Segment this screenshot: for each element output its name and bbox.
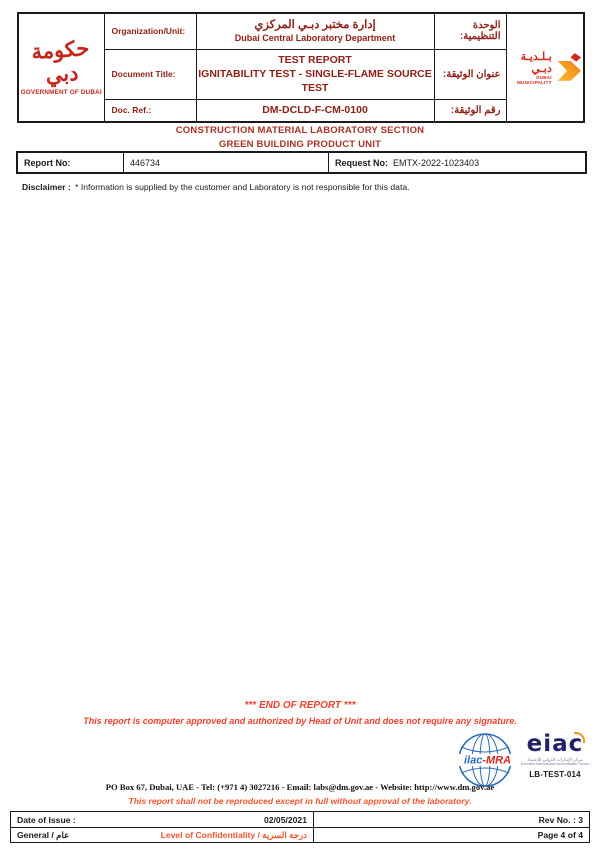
- eiac-logo: [515, 733, 595, 779]
- ilac-mra-logo: [457, 731, 513, 789]
- approval-note: This report is computer approved and authorized by Head of Unit and does not require any signature.: [83, 716, 517, 726]
- eiac-english-name: Emirates International Accreditation Centre: [520, 762, 590, 766]
- reproduction-note: This report shall not be reproduced except in full without approval of the laboratory.: [128, 796, 472, 806]
- footer-row-2: [11, 827, 589, 842]
- document-title-label: Document Title:: [104, 49, 196, 99]
- request-no-cell: [329, 153, 585, 172]
- organization-unit-label: Organization/Unit:: [104, 13, 196, 49]
- test-name-line: IGNITABILITY TEST - SINGLE-FLAME SOURCE: [198, 68, 432, 80]
- disclaimer-text: * Information is supplied by the customer and Laboratory is not responsible for this data.: [75, 182, 410, 192]
- document-title-value: [196, 49, 434, 99]
- document-title-label-arabic: عنوان الوثيقة:: [434, 49, 506, 99]
- confidentiality-general: General / عام: [17, 829, 70, 840]
- dm-arrow-icon: [555, 49, 583, 87]
- footer-row-1: [11, 812, 589, 827]
- request-no-value: EMTX-2022-1023403: [393, 157, 480, 168]
- doc-ref-value: DM-DCLD-F-CM-0100: [196, 99, 434, 122]
- report-no-label: Report No:: [18, 153, 124, 172]
- report-number-table: [16, 151, 587, 174]
- eiac-arabic-name: مركز الإمارات الدولي للاعتماد: [526, 757, 584, 762]
- address-line: PO Box 67, Dubai, UAE - Tel: (+971 4) 3027216 - Email: labs@dm.gov.ae - Website: http://www.dm.gov.ae: [105, 782, 495, 792]
- organization-arabic: إدارة مختبر دبـي المركزي: [254, 19, 376, 32]
- dubai-municipality-arabic: بـلـديـة دبـي: [520, 50, 552, 75]
- organization-unit-label-arabic: الوحدة التنظيمية:: [434, 13, 506, 49]
- request-no-label: Request No:: [335, 157, 389, 168]
- svg-text:ilac-MRA: [464, 755, 511, 767]
- dubai-municipality-logo: [506, 13, 584, 122]
- section-heading-laboratory: CONSTRUCTION MATERIAL LABORATORY SECTION: [175, 125, 425, 136]
- lb-test-code: LB-TEST-014: [529, 770, 581, 779]
- test-report-title: TEST REPORT: [278, 54, 352, 66]
- page-number: Page 4 of 4: [537, 830, 583, 840]
- date-of-issue-value: 02/05/2021: [263, 814, 307, 825]
- date-of-issue-label: Date of Issue :: [17, 814, 76, 825]
- doc-ref-label-arabic: رقم الوثيقة:: [434, 99, 506, 122]
- government-of-dubai-label: GOVERNMENT OF DUBAI: [20, 89, 102, 96]
- disclaimer: [22, 182, 410, 192]
- header-table: [17, 12, 585, 123]
- ilac-text: ilac: [464, 754, 483, 767]
- disclaimer-label: Disclaimer :: [22, 182, 71, 192]
- organization-english: Dubai Central Laboratory Department: [234, 33, 396, 44]
- eiac-wordmark: eiac: [526, 731, 584, 757]
- rev-no: Rev No. : 3: [538, 814, 583, 825]
- government-of-dubai-calligraphy-icon: حكومة دبي: [30, 37, 91, 88]
- dubai-municipality-english: DUBAI MUNICIPALITY: [517, 74, 552, 85]
- organization-unit-value: [196, 13, 434, 49]
- end-of-report-text: *** END OF REPORT ***: [244, 700, 356, 711]
- doc-ref-label: Doc. Ref.:: [104, 99, 196, 122]
- section-heading-unit: GREEN BUILDING PRODUCT UNIT: [218, 139, 382, 150]
- government-of-dubai-logo: [18, 13, 104, 122]
- mra-text: -MRA: [482, 754, 512, 767]
- test-name-line2: TEST: [301, 82, 329, 94]
- confidentiality-level: Level of Confidentiality / درجة السرية: [160, 829, 307, 840]
- footer-table: [10, 811, 590, 843]
- report-no-value: 446734: [124, 153, 329, 172]
